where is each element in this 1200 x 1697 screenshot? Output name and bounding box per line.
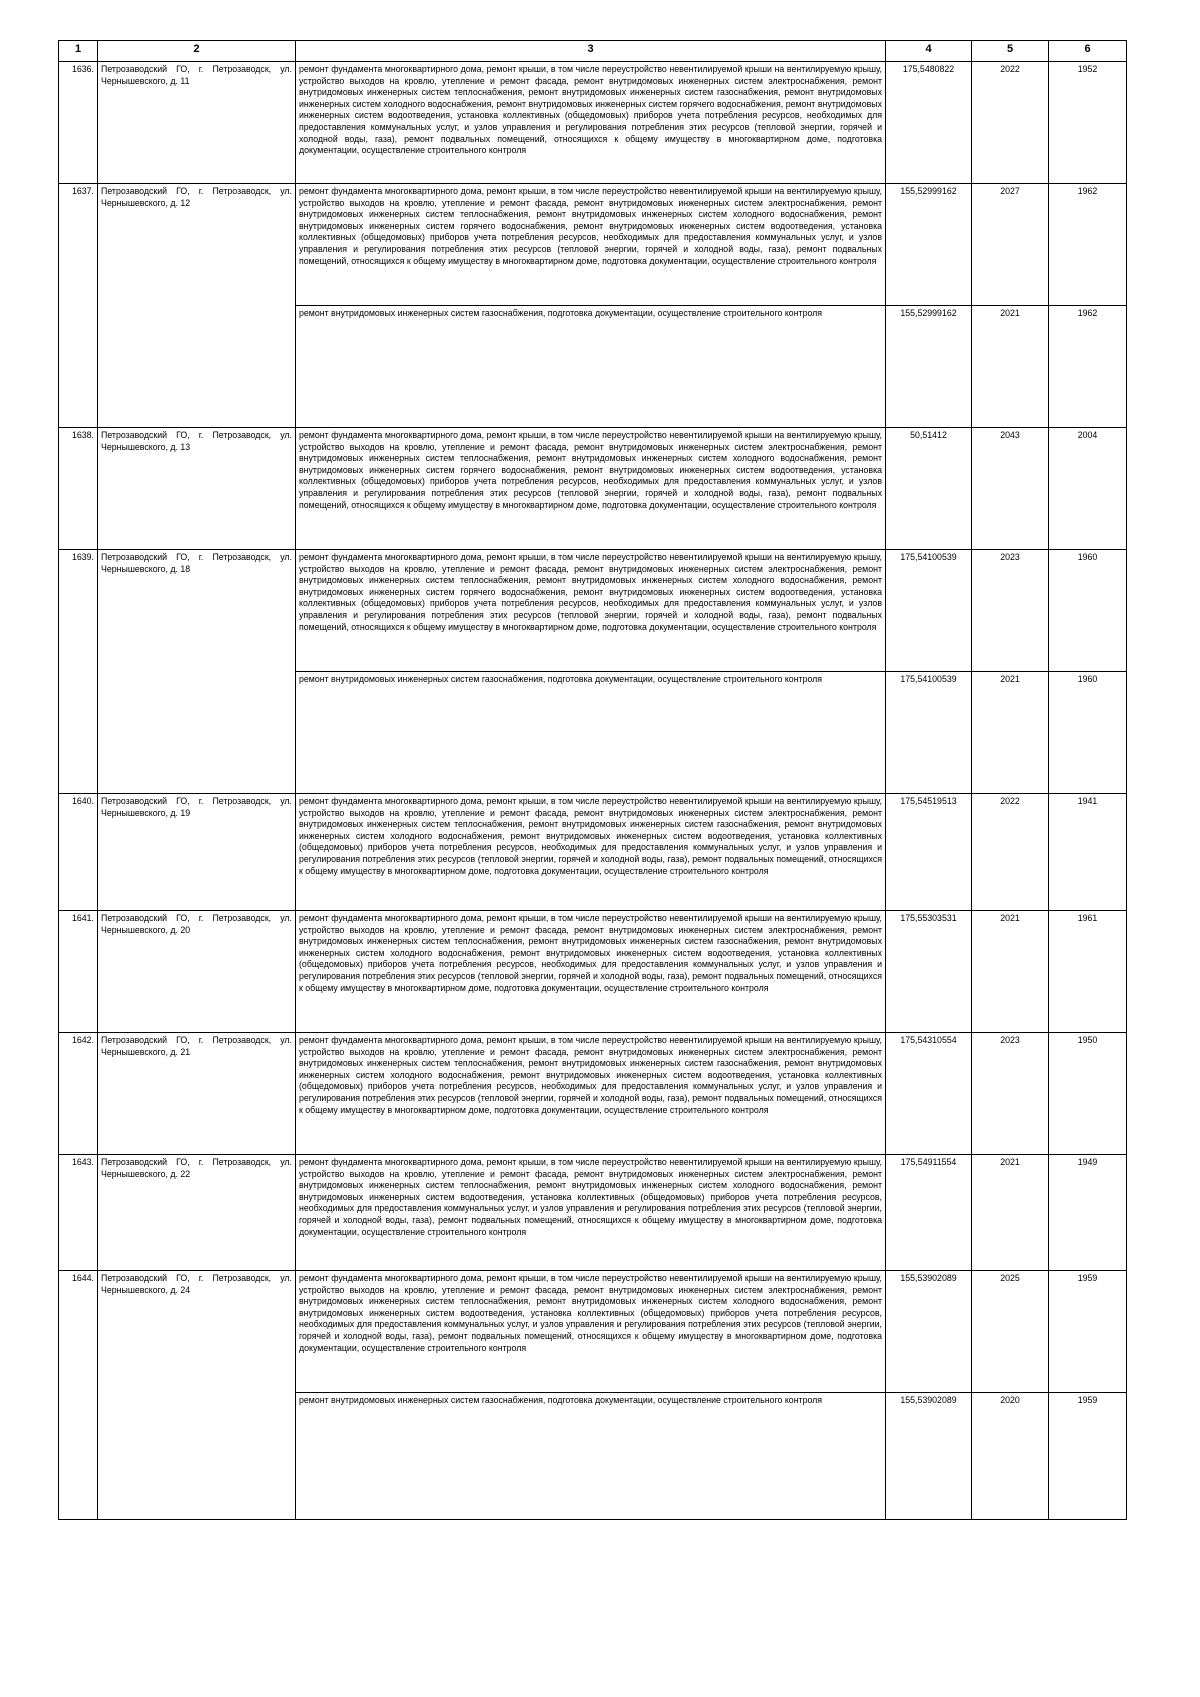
table-body [59, 62, 1127, 1520]
address-cell: Петрозаводский ГО, г. Петрозаводск, ул. Чернышевского, д. 11 [98, 62, 296, 184]
build-year-cell: 1959 [1049, 1393, 1127, 1520]
header-col-4: 4 [886, 41, 972, 62]
header-col-5: 5 [972, 41, 1049, 62]
work-description-cell: ремонт фундамента многоквартирного дома, ремонт крыши, в том числе переустройство невентилируемой крыши на вентилируемую крышу, устройство выходов на кровлю, утепление и ремонт фасада, ремонт внутридомовых инженерных систем электроснабжения, ремонт внутридомовых инженерных систем теплоснабжения, ремонт внутридомовых инженерных систем холодного водоснабжения, ремонт внутридомовых инженерных систем водоотведения, установка коллективных (общедомовых) приборов учета потребления ресурсов, необходимых для предоставления коммунальных услуг, и узлов управления и регулирования потребления этих ресурсов (тепловой энергии, горячей и холодной воды, газа), ремонт подвальных помещений, относящихся к общему имуществу в многоквартирном доме, подготовка документации, осуществление строительного контроля [296, 1271, 886, 1393]
work-description-cell: ремонт фундамента многоквартирного дома, ремонт крыши, в том числе переустройство невентилируемой крыши на вентилируемую крышу, устройство выходов на кровлю, утепление и ремонт фасада, ремонт внутридомовых инженерных систем электроснабжения, ремонт внутридомовых инженерных систем теплоснабжения, ремонт внутридомовых инженерных систем холодного водоснабжения, ремонт внутридомовых инженерных систем горячего водоснабжения, ремонт внутридомовых инженерных систем водоотведения, установка коллективных (общедомовых) приборов учета потребления ресурсов, необходимых для предоставления коммунальных услуг, и узлов управления и регулирования потребления этих ресурсов (тепловой энергии, горячей и холодной воды, газа), ремонт подвальных помещений, относящихся к общему имуществу в многоквартирном доме, подготовка документации, осуществление строительного контроля [296, 428, 886, 550]
address-cell: Петрозаводский ГО, г. Петрозаводск, ул. Чернышевского, д. 24 [98, 1271, 296, 1520]
planned-year-cell: 2023 [972, 1033, 1049, 1155]
cost-cell: 155,53902089 [886, 1271, 972, 1393]
table-row [59, 428, 1127, 550]
work-description-cell: ремонт внутридомовых инженерных систем газоснабжения, подготовка документации, осуществление строительного контроля [296, 672, 886, 794]
row-number-cell: 1642. [59, 1033, 98, 1155]
header-row [59, 41, 1127, 62]
build-year-cell: 1941 [1049, 794, 1127, 911]
row-number-cell: 1639. [59, 550, 98, 794]
build-year-cell: 2004 [1049, 428, 1127, 550]
cost-cell: 50,51412 [886, 428, 972, 550]
address-cell: Петрозаводский ГО, г. Петрозаводск, ул. Чернышевского, д. 19 [98, 794, 296, 911]
header-col-1: 1 [59, 41, 98, 62]
build-year-cell: 1952 [1049, 62, 1127, 184]
planned-year-cell: 2027 [972, 184, 1049, 306]
build-year-cell: 1950 [1049, 1033, 1127, 1155]
cost-cell: 155,52999162 [886, 306, 972, 428]
address-cell: Петрозаводский ГО, г. Петрозаводск, ул. Чернышевского, д. 21 [98, 1033, 296, 1155]
row-number-cell: 1637. [59, 184, 98, 428]
header-col-6: 6 [1049, 41, 1127, 62]
row-number-cell: 1643. [59, 1155, 98, 1271]
work-description-cell: ремонт фундамента многоквартирного дома, ремонт крыши, в том числе переустройство невентилируемой крыши на вентилируемую крышу, устройство выходов на кровлю, утепление и ремонт фасада, ремонт внутридомовых инженерных систем электроснабжения, ремонт внутридомовых инженерных систем теплоснабжения, ремонт внутридомовых инженерных систем газоснабжения, ремонт внутридомовых инженерных систем холодного водоснабжения, ремонт внутридомовых инженерных систем горячего водоснабжения, ремонт внутридомовых инженерных систем водоотведения, установка коллективных (общедомовых) приборов учета потребления ресурсов, необходимых для предоставления коммунальных услуг, и узлов управления и регулирования потребления этих ресурсов (тепловой энергии, горячей и холодной воды, газа), ремонт подвальных помещений, относящихся к общему имуществу в многоквартирном доме, подготовка документации, осуществление строительного контроля [296, 62, 886, 184]
table-row [59, 1155, 1127, 1271]
header-col-3: 3 [296, 41, 886, 62]
row-number-cell: 1640. [59, 794, 98, 911]
cost-cell: 175,5480822 [886, 62, 972, 184]
planned-year-cell: 2022 [972, 62, 1049, 184]
planned-year-cell: 2022 [972, 794, 1049, 911]
address-cell: Петрозаводский ГО, г. Петрозаводск, ул. Чернышевского, д. 22 [98, 1155, 296, 1271]
header-col-2: 2 [98, 41, 296, 62]
work-description-cell: ремонт фундамента многоквартирного дома, ремонт крыши, в том числе переустройство невентилируемой крыши на вентилируемую крышу, устройство выходов на кровлю, утепление и ремонт фасада, ремонт внутридомовых инженерных систем электроснабжения, ремонт внутридомовых инженерных систем теплоснабжения, ремонт внутридомовых инженерных систем газоснабжения, ремонт внутридомовых инженерных систем холодного водоснабжения, ремонт внутридомовых инженерных систем водоотведения, установка коллективных (общедомовых) приборов учета потребления ресурсов, необходимых для предоставления коммунальных услуг, и узлов управления и регулирования потребления этих ресурсов (тепловой энергии, горячей и холодной воды, газа), ремонт подвальных помещений, относящихся к общему имуществу в многоквартирном доме, подготовка документации, осуществление строительного контроля [296, 1033, 886, 1155]
work-description-cell: ремонт фундамента многоквартирного дома, ремонт крыши, в том числе переустройство невентилируемой крыши на вентилируемую крышу, устройство выходов на кровлю, утепление и ремонт фасада, ремонт внутридомовых инженерных систем электроснабжения, ремонт внутридомовых инженерных систем теплоснабжения, ремонт внутридомовых инженерных систем холодного водоснабжения, ремонт внутридомовых инженерных систем горячего водоснабжения, ремонт внутридомовых инженерных систем водоотведения, установка коллективных (общедомовых) приборов учета потребления ресурсов, необходимых для предоставления коммунальных услуг, и узлов управления и регулирования потребления этих ресурсов (тепловой энергии, горячей и холодной воды, газа), ремонт подвальных помещений, относящихся к общему имуществу в многоквартирном доме, подготовка документации, осуществление строительного контроля [296, 184, 886, 306]
table-row [59, 1033, 1127, 1155]
planned-year-cell: 2020 [972, 1393, 1049, 1520]
planned-year-cell: 2043 [972, 428, 1049, 550]
cost-cell: 155,53902089 [886, 1393, 972, 1520]
row-number-cell: 1638. [59, 428, 98, 550]
cost-cell: 175,54100539 [886, 550, 972, 672]
cost-cell: 155,52999162 [886, 184, 972, 306]
build-year-cell: 1962 [1049, 184, 1127, 306]
work-description-cell: ремонт внутридомовых инженерных систем газоснабжения, подготовка документации, осуществление строительного контроля [296, 1393, 886, 1520]
work-description-cell: ремонт фундамента многоквартирного дома, ремонт крыши, в том числе переустройство невентилируемой крыши на вентилируемую крышу, устройство выходов на кровлю, утепление и ремонт фасада, ремонт внутридомовых инженерных систем электроснабжения, ремонт внутридомовых инженерных систем теплоснабжения, ремонт внутридомовых инженерных систем холодного водоснабжения, ремонт внутридомовых инженерных систем водоотведения, установка коллективных (общедомовых) приборов учета потребления ресурсов, необходимых для предоставления коммунальных услуг, и узлов управления и регулирования потребления этих ресурсов (тепловой энергии, горячей и холодной воды, газа), ремонт подвальных помещений, относящихся к общему имуществу в многоквартирном доме, подготовка документации, осуществление строительного контроля [296, 1155, 886, 1271]
build-year-cell: 1961 [1049, 911, 1127, 1033]
table-row [59, 62, 1127, 184]
table-row [59, 184, 1127, 306]
address-cell: Петрозаводский ГО, г. Петрозаводск, ул. Чернышевского, д. 12 [98, 184, 296, 428]
planned-year-cell: 2025 [972, 1271, 1049, 1393]
work-description-cell: ремонт фундамента многоквартирного дома, ремонт крыши, в том числе переустройство невентилируемой крыши на вентилируемую крышу, устройство выходов на кровлю, утепление и ремонт фасада, ремонт внутридомовых инженерных систем электроснабжения, ремонт внутридомовых инженерных систем теплоснабжения, ремонт внутридомовых инженерных систем холодного водоснабжения, ремонт внутридомовых инженерных систем горячего водоснабжения, ремонт внутридомовых инженерных систем водоотведения, установка коллективных (общедомовых) приборов учета потребления ресурсов, необходимых для предоставления коммунальных услуг, и узлов управления и регулирования потребления этих ресурсов (тепловой энергии, горячей и холодной воды, газа), ремонт подвальных помещений, относящихся к общему имуществу в многоквартирном доме, подготовка документации, осуществление строительного контроля [296, 550, 886, 672]
cost-cell: 175,55303531 [886, 911, 972, 1033]
cost-cell: 175,54911554 [886, 1155, 972, 1271]
build-year-cell: 1962 [1049, 306, 1127, 428]
planned-year-cell: 2021 [972, 306, 1049, 428]
cost-cell: 175,54310554 [886, 1033, 972, 1155]
cost-cell: 175,54100539 [886, 672, 972, 794]
row-number-cell: 1644. [59, 1271, 98, 1520]
address-cell: Петрозаводский ГО, г. Петрозаводск, ул. Чернышевского, д. 20 [98, 911, 296, 1033]
planned-year-cell: 2021 [972, 1155, 1049, 1271]
build-year-cell: 1960 [1049, 550, 1127, 672]
table-row [59, 550, 1127, 672]
row-number-cell: 1636. [59, 62, 98, 184]
planned-year-cell: 2023 [972, 550, 1049, 672]
planned-year-cell: 2021 [972, 911, 1049, 1033]
table-row [59, 911, 1127, 1033]
cost-cell: 175,54519513 [886, 794, 972, 911]
build-year-cell: 1960 [1049, 672, 1127, 794]
build-year-cell: 1959 [1049, 1271, 1127, 1393]
build-year-cell: 1949 [1049, 1155, 1127, 1271]
work-description-cell: ремонт фундамента многоквартирного дома, ремонт крыши, в том числе переустройство невентилируемой крыши на вентилируемую крышу, устройство выходов на кровлю, утепление и ремонт фасада, ремонт внутридомовых инженерных систем электроснабжения, ремонт внутридомовых инженерных систем теплоснабжения, ремонт внутридомовых инженерных систем газоснабжения, ремонт внутридомовых инженерных систем холодного водоснабжения, ремонт внутридомовых инженерных систем водоотведения, установка коллективных (общедомовых) приборов учета потребления ресурсов, необходимых для предоставления коммунальных услуг, и узлов управления и регулирования потребления этих ресурсов (тепловой энергии, горячей и холодной воды, газа), ремонт подвальных помещений, относящихся к общему имуществу в многоквартирном доме, подготовка документации, осуществление строительного контроля [296, 911, 886, 1033]
work-description-cell: ремонт внутридомовых инженерных систем газоснабжения, подготовка документации, осуществление строительного контроля [296, 306, 886, 428]
table-row [59, 1271, 1127, 1393]
row-number-cell: 1641. [59, 911, 98, 1033]
work-description-cell: ремонт фундамента многоквартирного дома, ремонт крыши, в том числе переустройство невентилируемой крыши на вентилируемую крышу, устройство выходов на кровлю, утепление и ремонт фасада, ремонт внутридомовых инженерных систем электроснабжения, ремонт внутридомовых инженерных систем теплоснабжения, ремонт внутридомовых инженерных систем газоснабжения, ремонт внутридомовых инженерных систем холодного водоснабжения, ремонт внутридомовых инженерных систем водоотведения, установка коллективных (общедомовых) приборов учета потребления ресурсов, необходимых для предоставления коммунальных услуг, и узлов управления и регулирования потребления этих ресурсов (тепловой энергии, горячей и холодной воды, газа), ремонт подвальных помещений, относящихся к общему имуществу в многоквартирном доме, подготовка документации, осуществление строительного контроля [296, 794, 886, 911]
table-header [59, 41, 1127, 62]
address-cell: Петрозаводский ГО, г. Петрозаводск, ул. Чернышевского, д. 18 [98, 550, 296, 794]
capital-repair-table [58, 40, 1127, 1520]
address-cell: Петрозаводский ГО, г. Петрозаводск, ул. Чернышевского, д. 13 [98, 428, 296, 550]
planned-year-cell: 2021 [972, 672, 1049, 794]
table-row [59, 794, 1127, 911]
